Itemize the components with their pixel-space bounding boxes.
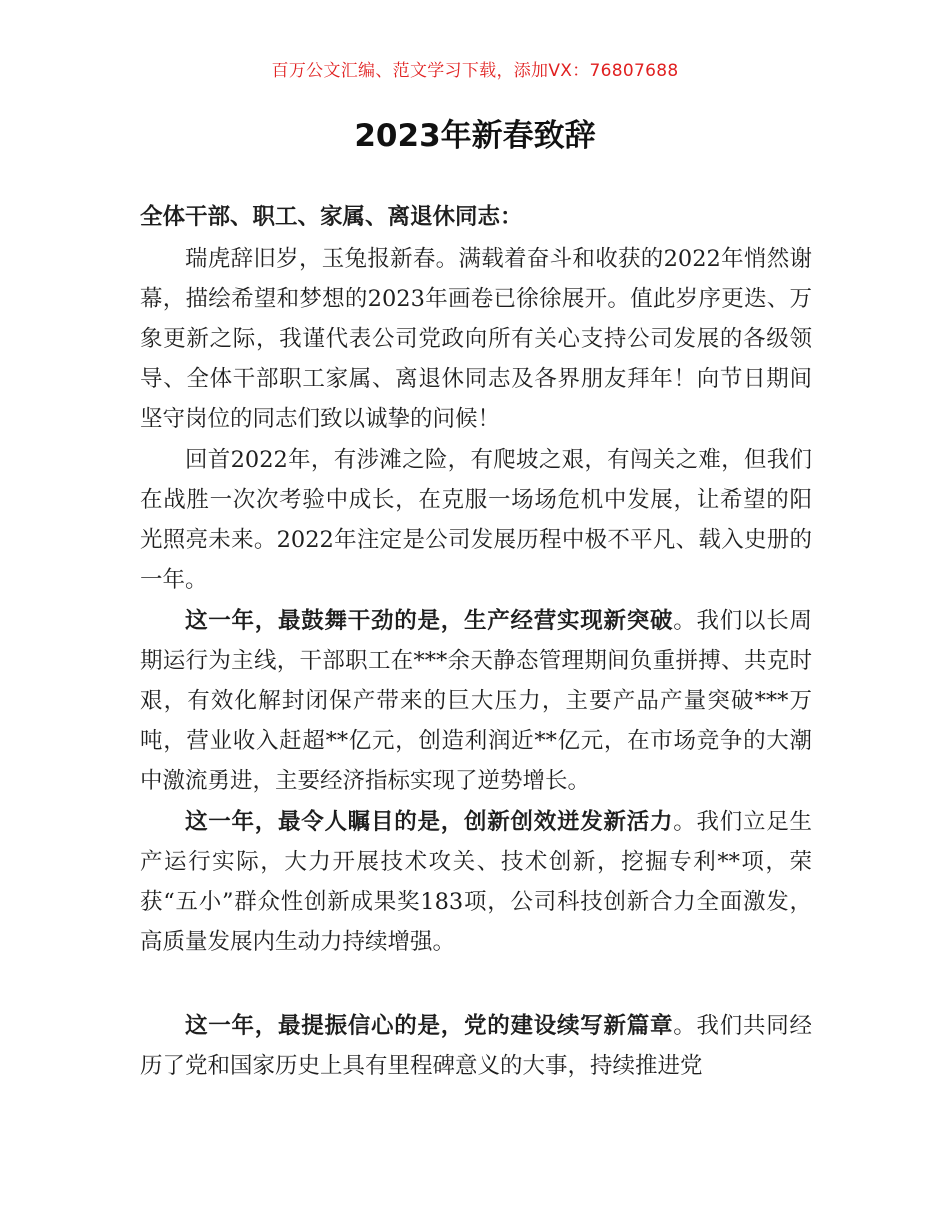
paragraph-lead: 这一年，最提振信心的是，党的建设续写新篇章 — [185, 1013, 674, 1039]
salutation: 全体干部、职工、家属、离退休同志： — [140, 204, 523, 230]
paragraph-lead: 这一年，最鼓舞干劲的是，生产经营实现新突破 — [185, 608, 674, 634]
paragraph — [140, 239, 812, 439]
paragraph — [140, 440, 812, 600]
paragraph — [140, 802, 812, 962]
paragraph-text: 瑞虎辞旧岁，玉兔报新春。满载着奋斗和收获的2022年悄然谢幕，描绘希望和梦想的2023年画卷已徐徐展开。值此岁序更迭、万象更新之际，我谨代表公司党政向所有关心支持公司发展的各级领导、全体干部职工家属、离退休同志及各界朋友拜年！向节日期间坚守岗位的同志们致以诚挚的问候！ — [140, 246, 812, 432]
paragraph-text: 。我们共同经历了党和国家历史上具有里程碑意义的大事，持续推进党 — [140, 1013, 812, 1079]
watermark-banner: 百万公文汇编、范文学习下载，添加VX：76807688 — [271, 61, 679, 81]
paragraph-text: 。我们以长周期运行为主线，干部职工在***余天静态管理期间负重拼搏、共克时艰，有效化解封闭保产带来的巨大压力，主要产品产量突破***万吨，营业收入赶超**亿元，创造利润近**亿元，在市场竞争的大潮中激流勇进，主要经济指标实现了逆势增长。 — [140, 608, 812, 794]
paragraph-text: 回首2022年，有涉滩之险，有爬坡之艰，有闯关之难，但我们在战胜一次次考验中成长，在克服一场场危机中发展，让希望的阳光照亮未来。2022年注定是公司发展历程中极不平凡、载入史册的一年。 — [140, 447, 812, 593]
paragraph-text: 。我们立足生产运行实际，大力开展技术攻关、技术创新，挖掘专利**项，荣获“五小”群众性创新成果奖183项，公司科技创新合力全面激发，高质量发展内生动力持续增强。 — [140, 809, 812, 955]
paragraph-lead: 这一年，最令人瞩目的是，创新创效迸发新活力 — [185, 809, 674, 835]
paragraph — [140, 1006, 812, 1086]
paragraph — [140, 601, 812, 801]
document-body — [140, 197, 812, 1087]
page-title: 2023年新春致辞 — [354, 118, 596, 154]
